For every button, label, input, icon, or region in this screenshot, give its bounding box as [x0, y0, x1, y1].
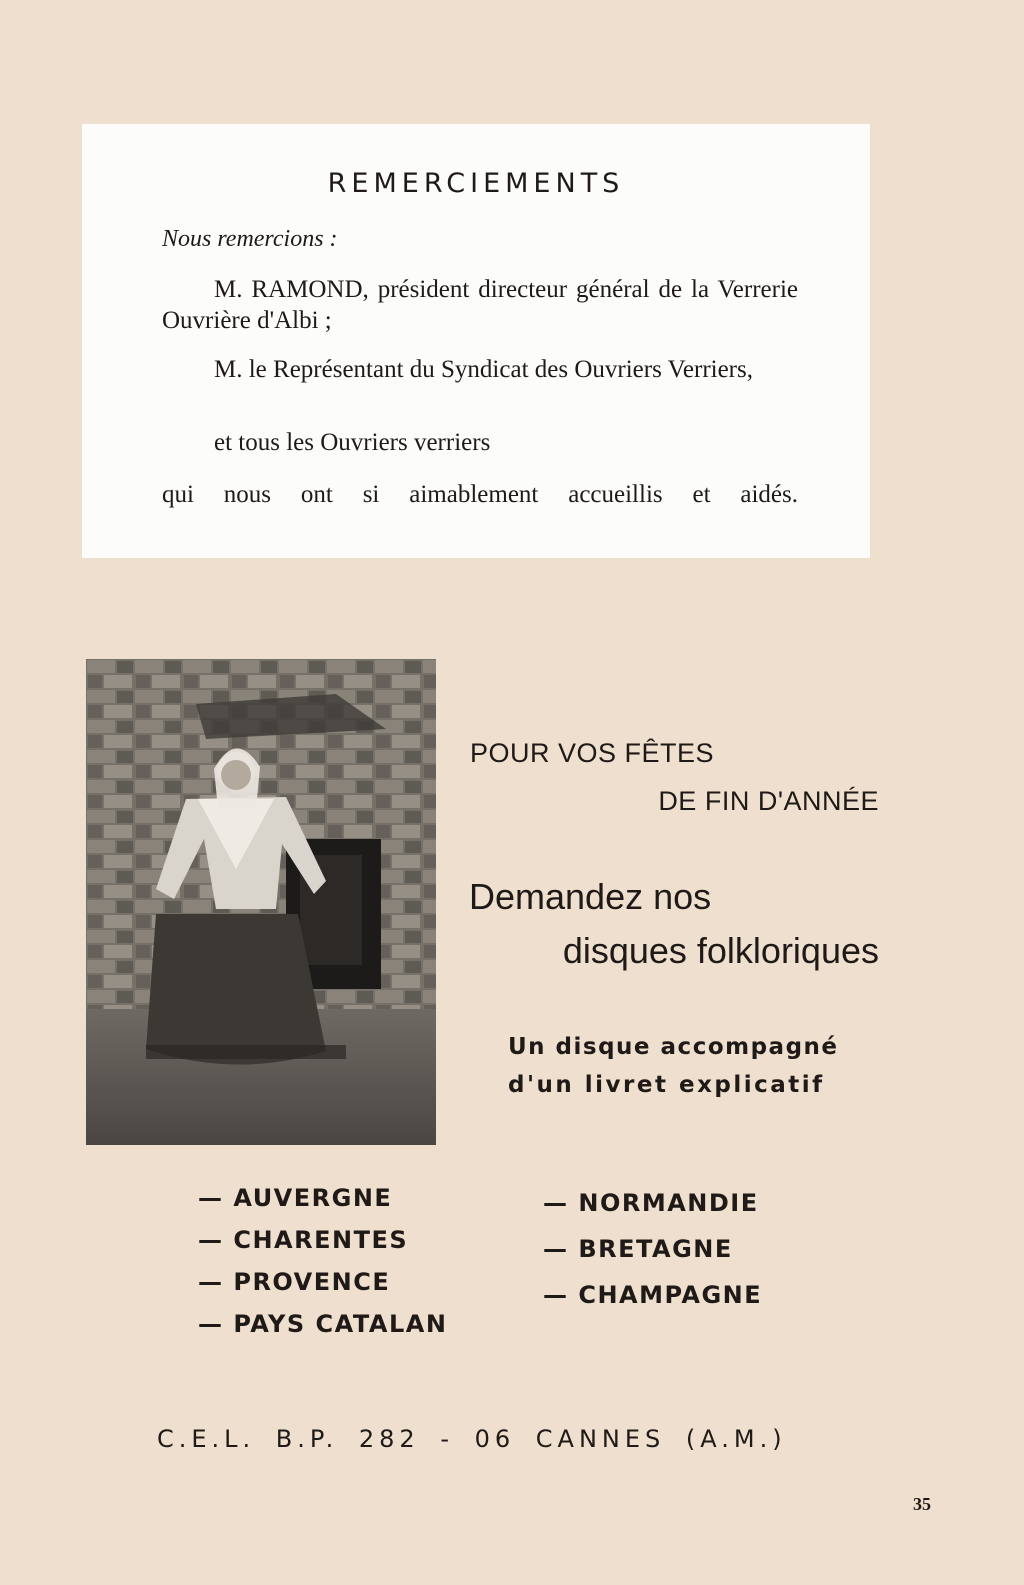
- region-item: — AUVERGNE: [198, 1184, 393, 1212]
- page-number: 35: [913, 1494, 931, 1514]
- thanks-paragraph: M. RAMOND, président directeur général de la Verrerie Ouvrière d'Albi ;: [162, 276, 798, 334]
- thanks-title: REMERCIEMENTS: [327, 168, 625, 199]
- promo-headline-2: disques folkloriques: [562, 930, 879, 971]
- promo-line-1: POUR VOS FÊTES: [470, 738, 715, 768]
- promo-subline-1: Un disque accompagné: [508, 1034, 839, 1060]
- thanks-box: [82, 124, 870, 558]
- region-item: — NORMANDIE: [543, 1189, 759, 1217]
- regions-right-list: [543, 1180, 762, 1318]
- region-item: — PAYS CATALAN: [198, 1310, 448, 1338]
- thanks-intro: Nous remercions :: [162, 226, 338, 252]
- region-item: — BRETAGNE: [543, 1235, 733, 1263]
- thanks-paragraph: et tous les Ouvriers verriers: [214, 429, 491, 456]
- promo-subline-2: d'un livret explicatif: [508, 1072, 825, 1098]
- folk-costume-photo: [86, 659, 436, 1145]
- region-item: — PROVENCE: [198, 1268, 391, 1296]
- thanks-paragraph: M. le Représentant du Syndicat des Ouvriers Verriers,: [214, 356, 753, 383]
- regions-left-list: [198, 1177, 447, 1345]
- thanks-paragraph: qui nous ont si aimablement accueillis et aidés.: [162, 481, 798, 508]
- promo-headline-1: Demandez nos: [469, 876, 712, 917]
- publisher-address: C.E.L. B.P. 282 - 06 CANNES (A.M.): [157, 1425, 787, 1453]
- region-item: — CHAMPAGNE: [543, 1281, 763, 1309]
- promo-line-2: DE FIN D'ANNÉE: [658, 786, 879, 816]
- region-item: — CHARENTES: [198, 1226, 409, 1254]
